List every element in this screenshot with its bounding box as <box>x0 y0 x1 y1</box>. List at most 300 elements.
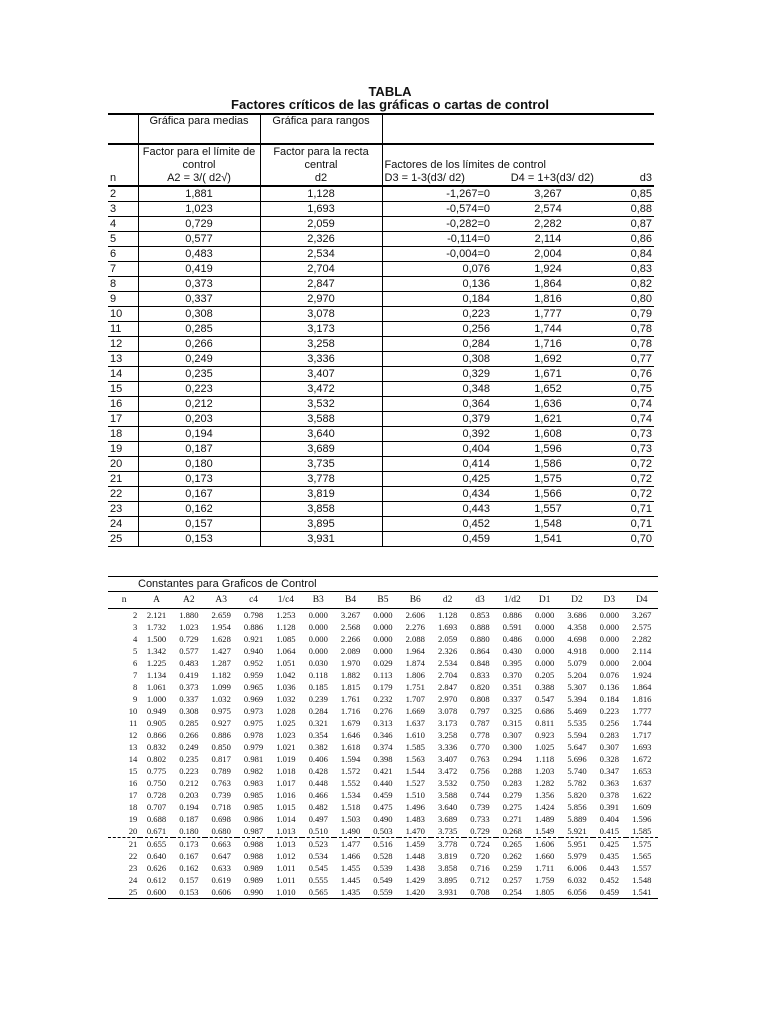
col-a2-label: Factor para el límite de control <box>142 146 256 171</box>
cell-value: 0.888 <box>470 622 490 632</box>
cell-value: 0.276 <box>373 706 393 716</box>
cell-value: 1.496 <box>405 802 425 812</box>
cell-value: 6.032 <box>567 875 587 885</box>
cell-value: 0.388 <box>534 682 555 692</box>
cell-value: 0.000 <box>308 634 328 644</box>
cell-n: 20 <box>108 457 138 472</box>
cell-value: 0.425 <box>599 839 619 849</box>
cell-D3: 0,223 <box>382 307 492 322</box>
cell-value: 0.982 <box>243 766 264 776</box>
column-header: c4 <box>237 592 269 609</box>
cell-value: 5.594 <box>567 730 587 740</box>
table-row <box>108 427 654 442</box>
cell-value: 1.203 <box>534 766 555 776</box>
cell-A2: 0,212 <box>138 397 260 412</box>
cell-value: 1.085 <box>276 634 296 644</box>
cell-D3: 0,392 <box>382 427 492 442</box>
cell-value: 0.959 <box>243 670 264 680</box>
cell-value: 1.806 <box>405 670 425 680</box>
cell-value: 0.880 <box>470 634 490 644</box>
cell-value: 0.539 <box>373 863 393 873</box>
cell-value: 0.448 <box>308 778 328 788</box>
cell-d2: 3,819 <box>260 487 382 502</box>
cell-n: 21 <box>128 839 138 849</box>
cell-value: 1.744 <box>632 718 652 728</box>
cell-value: 1.653 <box>632 766 652 776</box>
cell-D3: 0,443 <box>382 502 492 517</box>
table-row <box>108 609 658 622</box>
cell-n: 11 <box>129 718 138 728</box>
cell-A2: 0,419 <box>138 262 260 277</box>
cell-value: 1.287 <box>211 658 231 668</box>
cell-value: 1.874 <box>405 658 425 668</box>
cell-value: 4.358 <box>567 622 587 632</box>
cell-d2: 3,778 <box>260 472 382 487</box>
cell-n: 13 <box>108 352 138 367</box>
column-header: B3 <box>302 592 334 609</box>
cell-d2: 3,532 <box>260 397 382 412</box>
cell-n: 25 <box>108 532 138 547</box>
cell-n: 5 <box>133 646 138 656</box>
table-row <box>108 337 654 352</box>
cell-value: 1.420 <box>399 886 431 899</box>
cell-value: 0.000 <box>534 634 555 644</box>
cell-value: 0.271 <box>502 814 522 824</box>
cell-value: 1.011 <box>276 875 296 885</box>
cell-D4: 1,924 <box>492 262 604 277</box>
col-limits-label: Factores de los límites de control <box>384 159 546 171</box>
cell-value: 0.354 <box>308 730 328 740</box>
cell-value: 0.778 <box>470 730 490 740</box>
cell-value: 0.555 <box>308 875 328 885</box>
cell-value: 3.267 <box>340 610 361 620</box>
table-row <box>108 825 658 838</box>
cell-D4: 1,548 <box>492 517 604 532</box>
cell-value: 0.000 <box>534 658 555 668</box>
cell-D3: 0,414 <box>382 457 492 472</box>
cell-d3: 0,71 <box>604 517 654 532</box>
cell-value: 1.618 <box>340 742 361 752</box>
table-row <box>108 693 658 705</box>
cell-value: 0.633 <box>211 863 231 873</box>
cell-value: 1.017 <box>276 778 296 788</box>
cell-value: 0.577 <box>179 646 199 656</box>
table-row <box>108 862 658 874</box>
cell-value: 0.440 <box>373 778 393 788</box>
cell-d2: 3,588 <box>260 412 382 427</box>
cell-D4: 1,621 <box>492 412 604 427</box>
cell-value: 0.619 <box>211 875 231 885</box>
cell-value: 0.981 <box>243 754 264 764</box>
cell-value: 0.647 <box>211 851 231 861</box>
column-header: 1/c4 <box>270 592 302 609</box>
cell-value: 1.924 <box>632 670 652 680</box>
cell-value: 1.128 <box>276 622 296 632</box>
cell-d3: 0,79 <box>604 307 654 322</box>
cell-value: 0.076 <box>599 670 619 680</box>
cell-value: 5.394 <box>567 694 587 704</box>
cell-value: 0.547 <box>534 694 555 704</box>
cell-D4: 1,541 <box>492 532 604 547</box>
cell-D3: -0,114=0 <box>382 232 492 247</box>
cell-value: 0.256 <box>599 718 619 728</box>
cell-value: 3.858 <box>437 863 458 873</box>
cell-value: 1.099 <box>211 682 231 692</box>
cell-value: 0.671 <box>140 825 172 838</box>
cell-value: 0.797 <box>470 706 490 716</box>
cell-value: 5.740 <box>567 766 587 776</box>
cell-value: 1.016 <box>276 790 296 800</box>
cell-d3: 0,72 <box>604 487 654 502</box>
col-D3-formula: D3 = 1-3(d3/ d2) <box>384 172 465 184</box>
cell-value: 0.720 <box>470 851 490 861</box>
col-limits-header <box>382 144 654 186</box>
cell-value: 3.735 <box>431 825 463 838</box>
cell-value: 0.756 <box>470 766 490 776</box>
cell-value: 1.118 <box>535 754 555 764</box>
cell-value: 0.325 <box>502 706 522 716</box>
cell-D4: 1,816 <box>492 292 604 307</box>
cell-value: 1.816 <box>632 694 652 704</box>
cell-value: 0.978 <box>243 730 264 740</box>
cell-value: 1.606 <box>534 839 555 849</box>
table-row <box>108 681 658 693</box>
table-row <box>108 202 654 217</box>
cell-d2: 2,970 <box>260 292 382 307</box>
cell-value: 3.078 <box>437 706 458 716</box>
cell-value: 0.483 <box>179 658 199 668</box>
cell-value: 0.000 <box>373 634 393 644</box>
cell-value: 0.516 <box>373 839 393 849</box>
cell-value: 1.609 <box>632 802 652 812</box>
cell-value: 0.351 <box>502 682 522 692</box>
cell-value: 2.004 <box>632 658 652 668</box>
cell-d2: 2,847 <box>260 277 382 292</box>
cell-n: 11 <box>108 322 138 337</box>
column-header: B5 <box>367 592 399 609</box>
cell-n: 12 <box>108 337 138 352</box>
cell-D3: 0,256 <box>382 322 492 337</box>
cell-value: 5.647 <box>567 742 587 752</box>
cell-n: 2 <box>108 186 138 202</box>
cell-value: 1.527 <box>405 778 425 788</box>
cell-value: 5.696 <box>567 754 587 764</box>
table-row <box>108 801 658 813</box>
cell-value: 5.079 <box>567 658 587 668</box>
cell-n: 17 <box>128 790 138 800</box>
cell-value: 0.770 <box>470 742 490 752</box>
cell-value: 0.707 <box>146 802 167 812</box>
column-header: D3 <box>593 592 625 609</box>
cell-d2: 1,693 <box>260 202 382 217</box>
cell-value: 0.283 <box>599 730 619 740</box>
cell-D3: 0,136 <box>382 277 492 292</box>
column-header: D2 <box>561 592 593 609</box>
table-row <box>108 729 658 741</box>
cell-value: 5.921 <box>561 825 593 838</box>
cell-value: 0.113 <box>373 670 393 680</box>
column-header: A2 <box>173 592 205 609</box>
cell-value: 1.010 <box>270 886 302 899</box>
cell-value: 1.565 <box>632 851 652 861</box>
cell-value: 0.000 <box>308 622 328 632</box>
cell-value: 1.182 <box>211 670 231 680</box>
cell-A2: 0,285 <box>138 322 260 337</box>
cell-value: 0.162 <box>179 863 199 873</box>
cell-d3: 0,78 <box>604 322 654 337</box>
table-row <box>108 633 658 645</box>
cell-value: 0.612 <box>146 875 167 885</box>
col-d3-symbol: d3 <box>639 172 652 184</box>
cell-n: 20 <box>108 825 140 838</box>
table1-group-header <box>108 114 654 144</box>
cell-n: 19 <box>108 442 138 457</box>
cell-d3: 0,74 <box>604 412 654 427</box>
cell-value: 0.940 <box>243 646 264 656</box>
cell-value: 1.970 <box>340 658 361 668</box>
cell-value: 1.025 <box>534 742 555 752</box>
table-row <box>108 262 654 277</box>
cell-value: 2.266 <box>340 634 361 644</box>
cell-value: 0.832 <box>146 742 167 752</box>
cell-value: 0.927 <box>211 718 231 728</box>
cell-value: 2.326 <box>437 646 458 656</box>
cell-value: 0.315 <box>502 718 522 728</box>
cell-value: 0.850 <box>211 742 231 752</box>
cell-value: 1.025 <box>276 718 296 728</box>
cell-value: 0.680 <box>205 825 237 838</box>
cell-value: 0.373 <box>179 682 199 692</box>
cell-value: 0.187 <box>179 814 199 824</box>
cell-value: 0.698 <box>211 814 231 824</box>
cell-value: 1.012 <box>276 851 296 861</box>
cell-value: 1.880 <box>179 610 199 620</box>
cell-A2: 0,577 <box>138 232 260 247</box>
cell-n: 24 <box>128 875 138 885</box>
cell-value: 1.563 <box>405 754 425 764</box>
cell-value: 1.000 <box>146 694 167 704</box>
cell-d2: 3,407 <box>260 367 382 382</box>
cell-value: 0.459 <box>593 886 625 899</box>
cell-d2: 3,173 <box>260 322 382 337</box>
cell-value: 0.378 <box>599 790 619 800</box>
cell-value: 0.534 <box>308 851 328 861</box>
cell-n: 3 <box>133 622 138 632</box>
cell-D3: 0,452 <box>382 517 492 532</box>
cell-value: 0.000 <box>599 646 619 656</box>
cell-value: 0.307 <box>599 742 619 752</box>
table-row <box>108 186 654 202</box>
cell-value: 0.989 <box>243 863 264 873</box>
table-row <box>108 457 654 472</box>
cell-value: 1.864 <box>632 682 652 692</box>
cell-value: 0.205 <box>534 670 555 680</box>
cell-D4: 1,652 <box>492 382 604 397</box>
cell-value: 0.728 <box>146 790 167 800</box>
cell-A2: 0,203 <box>138 412 260 427</box>
cell-value: 0.395 <box>502 658 522 668</box>
cell-value: 0.435 <box>599 851 619 861</box>
cell-value: 0.952 <box>243 658 264 668</box>
cell-value: 3.173 <box>437 718 458 728</box>
cell-value: 2.282 <box>632 634 652 644</box>
cell-d2: 3,336 <box>260 352 382 367</box>
cell-value: 0.820 <box>470 682 490 692</box>
cell-value: 1.954 <box>211 622 231 632</box>
cell-value: 0.283 <box>502 778 522 788</box>
cell-value: 0.789 <box>211 766 231 776</box>
cell-value: 3.895 <box>437 875 458 885</box>
col-a2-formula: A2 = 3/( d2√) <box>167 172 231 184</box>
cell-value: 3.336 <box>437 742 458 752</box>
table-row <box>108 789 658 801</box>
cell-d3: 0,75 <box>604 382 654 397</box>
cell-value: 1.438 <box>405 863 425 873</box>
cell-value: 1.549 <box>528 825 560 838</box>
cell-value: 5.820 <box>567 790 587 800</box>
cell-value: 2.575 <box>632 622 652 632</box>
cell-n: 16 <box>108 397 138 412</box>
cell-value: 0.663 <box>211 839 231 849</box>
cell-value: 1.448 <box>405 851 425 861</box>
cell-D3: -0,282=0 <box>382 217 492 232</box>
cell-value: 0.739 <box>211 790 231 800</box>
cell-value: 0.382 <box>308 742 328 752</box>
cell-D4: 1,692 <box>492 352 604 367</box>
cell-value: 0.239 <box>308 694 328 704</box>
cell-value: 0.321 <box>308 718 328 728</box>
cell-value: 0.254 <box>496 886 528 899</box>
cell-value: 0.279 <box>502 790 522 800</box>
cell-value: 0.374 <box>373 742 393 752</box>
cell-n: 25 <box>108 886 140 899</box>
cell-value: 1.805 <box>528 886 560 899</box>
cell-value: 0.212 <box>179 778 199 788</box>
cell-value: 1.455 <box>340 863 361 873</box>
cell-value: 1.732 <box>146 622 167 632</box>
cell-value: 0.744 <box>470 790 490 800</box>
cell-value: 0.985 <box>243 802 264 812</box>
cell-n: 15 <box>108 382 138 397</box>
col-d2-symbol: d2 <box>314 172 328 184</box>
cell-value: 0.265 <box>502 839 522 849</box>
table-row <box>108 621 658 633</box>
cell-value: 1.466 <box>340 851 361 861</box>
cell-value: 0.029 <box>373 658 393 668</box>
cell-A2: 0,180 <box>138 457 260 472</box>
cell-value: 0.307 <box>502 730 522 740</box>
table1-column-header <box>108 144 654 186</box>
cell-value: 0.729 <box>464 825 496 838</box>
table-row <box>108 645 658 657</box>
cell-value: 1.225 <box>146 658 167 668</box>
table-row <box>108 705 658 717</box>
cell-value: 0.136 <box>599 682 619 692</box>
cell-value: 0.973 <box>243 706 264 716</box>
cell-value: 0.000 <box>599 610 619 620</box>
cell-value: 1.427 <box>211 646 231 656</box>
table-row <box>108 850 658 862</box>
cell-A2: 0,194 <box>138 427 260 442</box>
cell-D4: 3,267 <box>492 186 604 202</box>
cell-D4: 2,114 <box>492 232 604 247</box>
table-row <box>108 292 654 307</box>
cell-value: 0.985 <box>243 790 264 800</box>
cell-value: 0.000 <box>373 646 393 656</box>
cell-value: 0.000 <box>373 622 393 632</box>
cell-value: 0.363 <box>599 778 619 788</box>
cell-value: 2.121 <box>146 610 167 620</box>
cell-value: 0.415 <box>593 825 625 838</box>
cell-value: 0.000 <box>599 622 619 632</box>
cell-value: 1.672 <box>632 754 652 764</box>
cell-value: 0.523 <box>308 839 328 849</box>
cell-value: 5.979 <box>567 851 587 861</box>
cell-D3: 0,459 <box>382 532 492 547</box>
cell-value: 1.013 <box>276 839 296 849</box>
cell-n: 14 <box>128 754 138 764</box>
cell-value: 6.056 <box>561 886 593 899</box>
cell-value: 1.669 <box>405 706 425 716</box>
cell-value: 1.510 <box>405 790 425 800</box>
cell-n: 23 <box>128 863 138 873</box>
cell-n: 19 <box>128 814 138 824</box>
cell-d2: 2,704 <box>260 262 382 277</box>
table-row <box>108 367 654 382</box>
cell-d3: 0,76 <box>604 367 654 382</box>
cell-value: 1.815 <box>340 682 361 692</box>
cell-value: 0.347 <box>599 766 619 776</box>
cell-A2: 0,153 <box>138 532 260 547</box>
cell-n: 7 <box>133 670 138 680</box>
column-header: A3 <box>205 592 237 609</box>
table-row <box>108 813 658 825</box>
cell-value: 0.866 <box>146 730 167 740</box>
cell-value: 0.688 <box>146 814 167 824</box>
cell-value: 0.802 <box>146 754 167 764</box>
cell-value: 3.258 <box>437 730 458 740</box>
cell-D4: 1,777 <box>492 307 604 322</box>
cell-n: 10 <box>108 307 138 322</box>
cell-d3: 0,74 <box>604 397 654 412</box>
cell-value: 1.477 <box>340 839 361 849</box>
table2-body <box>108 609 658 899</box>
cell-value: 1.518 <box>340 802 361 812</box>
cell-A2: 0,235 <box>138 367 260 382</box>
cell-value: 5.951 <box>567 839 587 849</box>
cell-value: 0.798 <box>243 610 264 620</box>
cell-value: 1.019 <box>276 754 296 764</box>
col-d2-header <box>260 144 382 186</box>
cell-D3: 0,076 <box>382 262 492 277</box>
cell-value: 5.469 <box>567 706 587 716</box>
table-row <box>108 217 654 232</box>
cell-value: 0.337 <box>502 694 522 704</box>
cell-value: 0.975 <box>243 718 264 728</box>
cell-d3: 0,80 <box>604 292 654 307</box>
cell-A2: 1,881 <box>138 186 260 202</box>
table-row <box>108 741 658 753</box>
cell-d3: 0,82 <box>604 277 654 292</box>
cell-value: 0.184 <box>599 694 619 704</box>
cell-n: 3 <box>108 202 138 217</box>
cell-n: 17 <box>108 412 138 427</box>
cell-value: 0.750 <box>146 778 167 788</box>
cell-value: 1.882 <box>340 670 361 680</box>
cell-d3: 0,77 <box>604 352 654 367</box>
cell-value: 0.733 <box>470 814 490 824</box>
cell-A2: 0,162 <box>138 502 260 517</box>
